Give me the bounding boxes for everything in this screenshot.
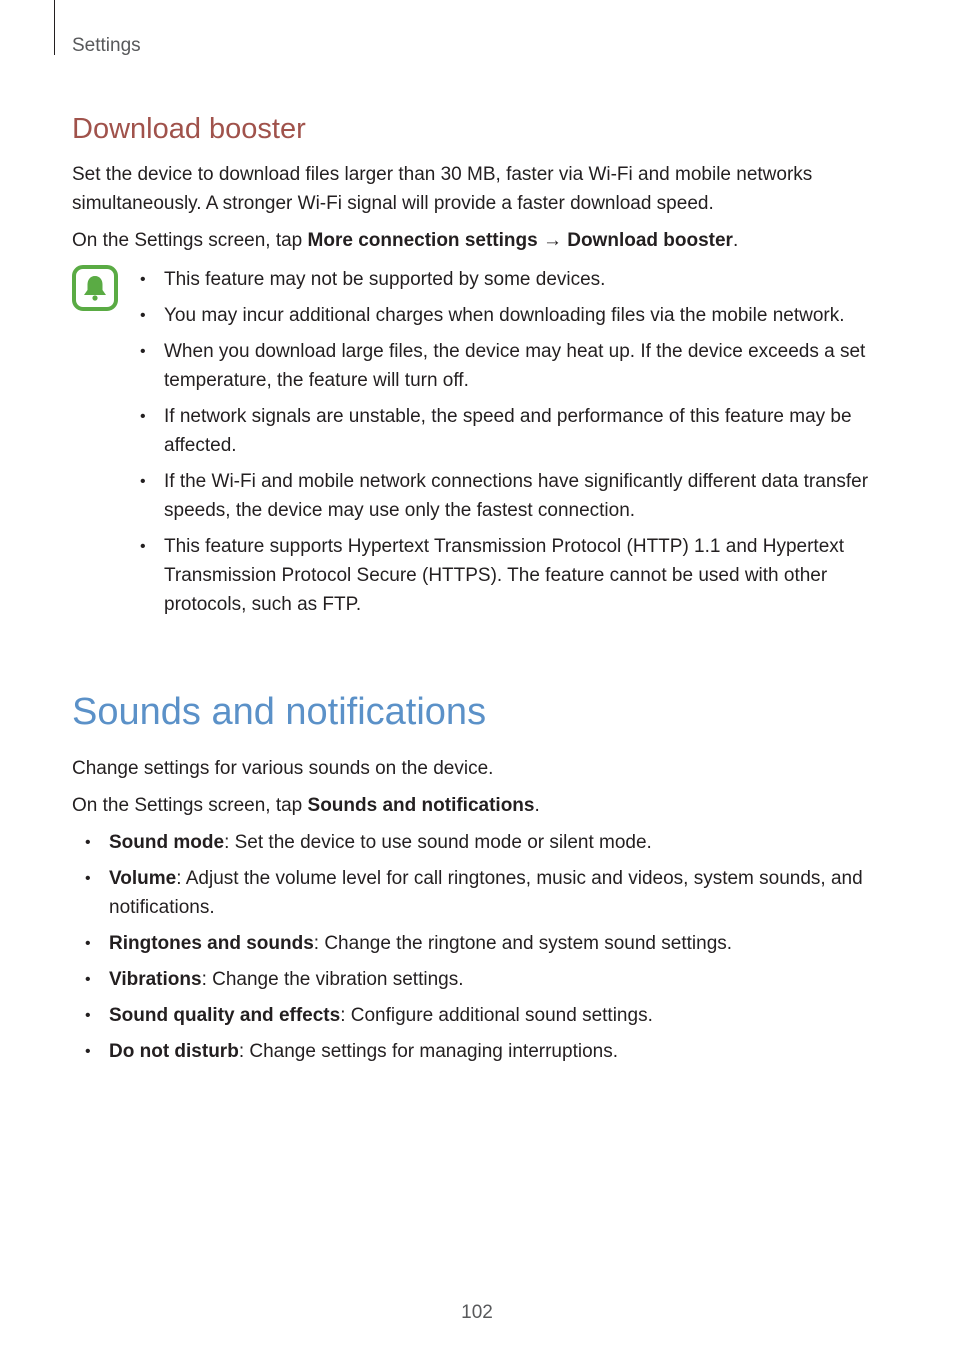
- list-item: • Sound mode: Set the device to use sound mode or silent mode.: [85, 832, 652, 853]
- instruction-suffix: .: [732, 230, 739, 251]
- page-edge-rule: [54, 0, 55, 55]
- instruction-prefix: On the Settings screen, tap: [72, 230, 308, 251]
- download-booster-heading: Download booster: [72, 113, 306, 145]
- page-number: 102: [461, 1302, 493, 1323]
- list-item: • Sound quality and effects: Configure additional sound settings.: [85, 1005, 653, 1026]
- instruction-arrow: →: [537, 230, 568, 251]
- instruction-suffix: .: [534, 795, 540, 816]
- list-item: • Do not disturb: Change settings for managing interruptions.: [85, 1041, 618, 1062]
- sounds-intro: Change settings for various sounds on the device.: [72, 758, 494, 779]
- note-item: • If the Wi-Fi and mobile network connections have significantly different data transfer speeds, the device may use only the fastest connection.: [140, 471, 869, 521]
- note-item: • This feature may not be supported by some devices.: [140, 269, 606, 290]
- running-header: Settings: [72, 35, 141, 56]
- instruction-prefix: On the Settings screen, tap: [72, 795, 308, 816]
- note-item: • This feature supports Hypertext Transmission Protocol (HTTP) 1.1 and Hypertext Transmission Protocol Secure (HTTPS). The feature cannot be used with other protocols, such as FTP.: [140, 536, 845, 615]
- note-list: [140, 265, 887, 619]
- download-booster-instruction: [72, 226, 887, 255]
- note-item: • If network signals are unstable, the speed and performance of this feature may be affected.: [140, 406, 852, 456]
- bell-icon: [72, 265, 118, 311]
- instruction-menu: More connection settings: [307, 230, 538, 251]
- instruction-target: Download booster: [567, 230, 733, 251]
- download-booster-intro: Set the device to download files larger than 30 MB, faster via Wi-Fi and mobile networks simultaneously. A stronger Wi-Fi signal will provide a faster download speed.: [72, 164, 813, 214]
- instruction-target: Sounds and notifications: [307, 795, 535, 816]
- note-item: • You may incur additional charges when downloading files via the mobile network.: [140, 305, 845, 326]
- list-item: • Volume: Adjust the volume level for call ringtones, music and videos, system sounds, and notifications.: [85, 868, 863, 918]
- sounds-option-list: [85, 828, 887, 1066]
- note-block: [72, 265, 887, 619]
- list-item: • Ringtones and sounds: Change the ringtone and system sound settings.: [85, 933, 733, 954]
- note-item: • When you download large files, the device may heat up. If the device exceeds a set temperature, the feature will turn off.: [140, 341, 866, 391]
- page-content: [72, 110, 887, 1073]
- list-item: • Vibrations: Change the vibration settings.: [85, 969, 464, 990]
- sounds-heading: Sounds and notifications: [72, 691, 487, 733]
- sounds-instruction: [72, 791, 887, 820]
